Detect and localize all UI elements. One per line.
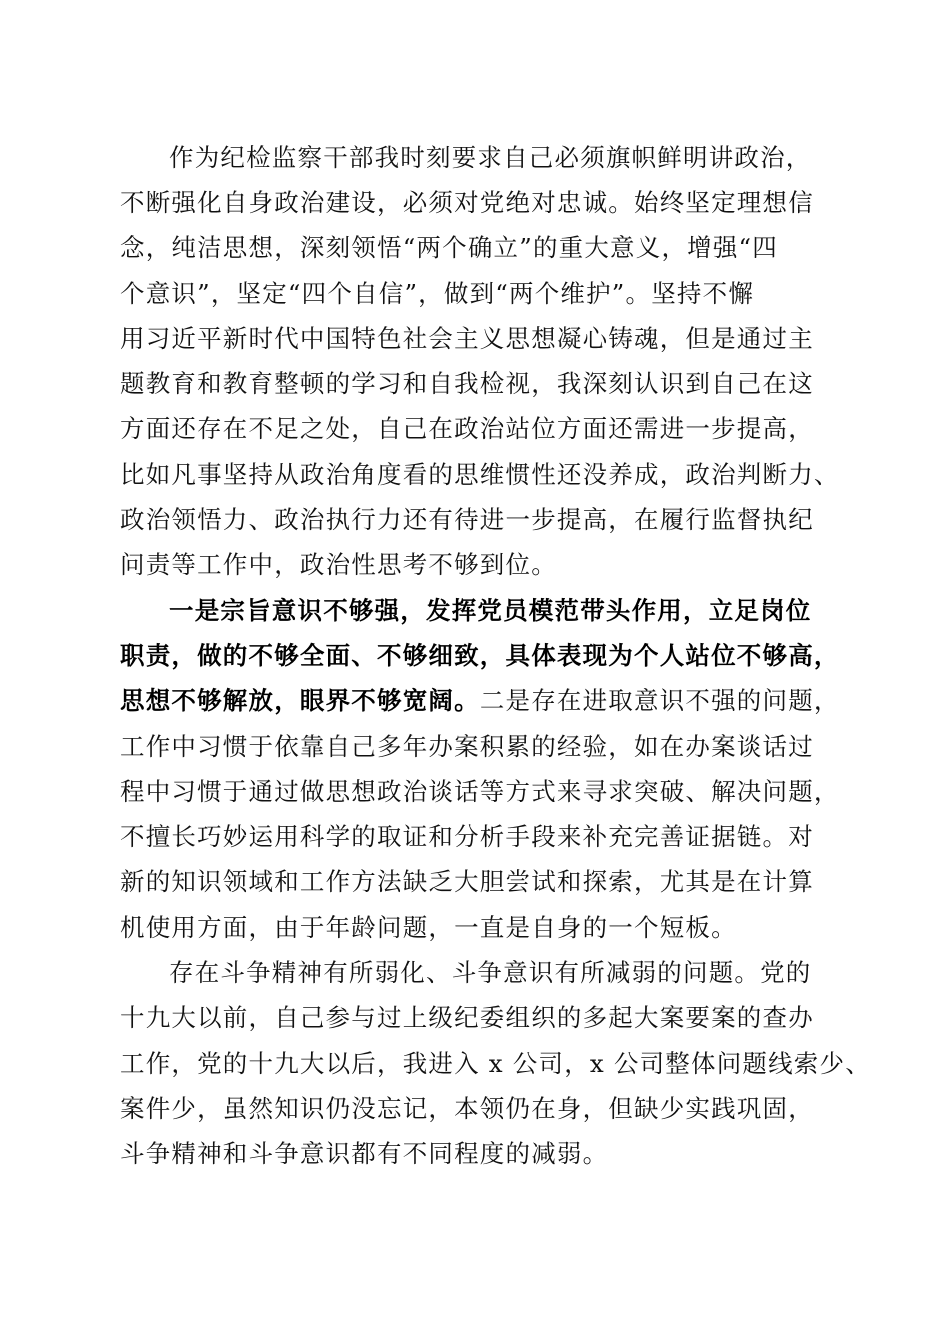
paragraph-3-line-2: 十九大以前，自己参与过上级纪委组织的多起大案要案的查办 xyxy=(120,1003,814,1032)
paragraph-1-line-3: 念，纯洁思想，深刻领悟“两个确立”的重大意义，增强“四 xyxy=(120,233,778,262)
paragraph-1-line-6: 题教育和教育整顿的学习和自我检视，我深刻认识到自己在这 xyxy=(120,369,814,398)
paragraph-2-line-3-regular: 二是存在进取意识不强的问题， xyxy=(479,686,840,715)
paragraph-1-line-7: 方面还存在不足之处，自己在政治站位方面还需进一步提高， xyxy=(120,414,814,443)
paragraph-2-line-1: 一是宗旨意识不够强，发挥党员模范带头作用，立足岗位 xyxy=(169,596,812,625)
paragraph-2-line-3-bold: 思想不够解放，眼界不够宽阔。 xyxy=(120,686,480,715)
paragraph-3-line-1: 存在斗争精神有所弱化、斗争意识有所减弱的问题。党的 xyxy=(169,958,812,987)
paragraph-2-line-6: 不擅长巧妙运用科学的取证和分析手段来补充完善证据链。对 xyxy=(120,822,814,851)
paragraph-2-line-3 xyxy=(120,686,840,716)
paragraph-1-line-5: 用习近平新时代中国特色社会主义思想凝心铸魂，但是通过主 xyxy=(120,324,814,353)
paragraph-2-line-7: 新的知识领域和工作方法缺乏大胆尝试和探索，尤其是在计算 xyxy=(120,867,814,896)
paragraph-3-line-5: 斗争精神和斗争意识都有不同程度的减弱。 xyxy=(120,1139,609,1168)
paragraph-1-line-9: 政治领悟力、政治执行力还有待进一步提高，在履行监督执纪 xyxy=(120,505,814,534)
paragraph-1-line-8: 比如凡事坚持从政治角度看的思维惯性还没养成，政治判断力、 xyxy=(120,460,840,489)
paragraph-1-line-4: 个意识”，坚定“四个自信”，做到“两个维护”。坚持不懈 xyxy=(120,279,755,308)
paragraph-2-line-2: 职责，做的不够全面、不够细致，具体表现为个人站位不够高， xyxy=(120,641,840,670)
paragraph-1-line-10: 问责等工作中，政治性思考不够到位。 xyxy=(120,550,557,579)
paragraph-2-line-8: 机使用方面，由于年龄问题，一直是自身的一个短板。 xyxy=(120,913,737,942)
paragraph-2-line-4: 工作中习惯于依靠自己多年办案积累的经验，如在办案谈话过 xyxy=(120,732,814,761)
paragraph-1-line-2: 不断强化自身政治建设，必须对党绝对忠诚。始终坚定理想信 xyxy=(120,188,814,217)
paragraph-3-line-3: 工作，党的十九大以后，我进入 x 公司，x 公司整体问题线索少、 xyxy=(120,1049,871,1078)
paragraph-2-line-5: 程中习惯于通过做思想政治谈话等方式来寻求突破、解决问题， xyxy=(120,777,840,806)
paragraph-3-line-4: 案件少，虽然知识仍没忘记，本领仍在身，但缺少实践巩固， xyxy=(120,1094,814,1123)
paragraph-1-line-1: 作为纪检监察干部我时刻要求自己必须旗帜鲜明讲政治， xyxy=(169,143,812,172)
